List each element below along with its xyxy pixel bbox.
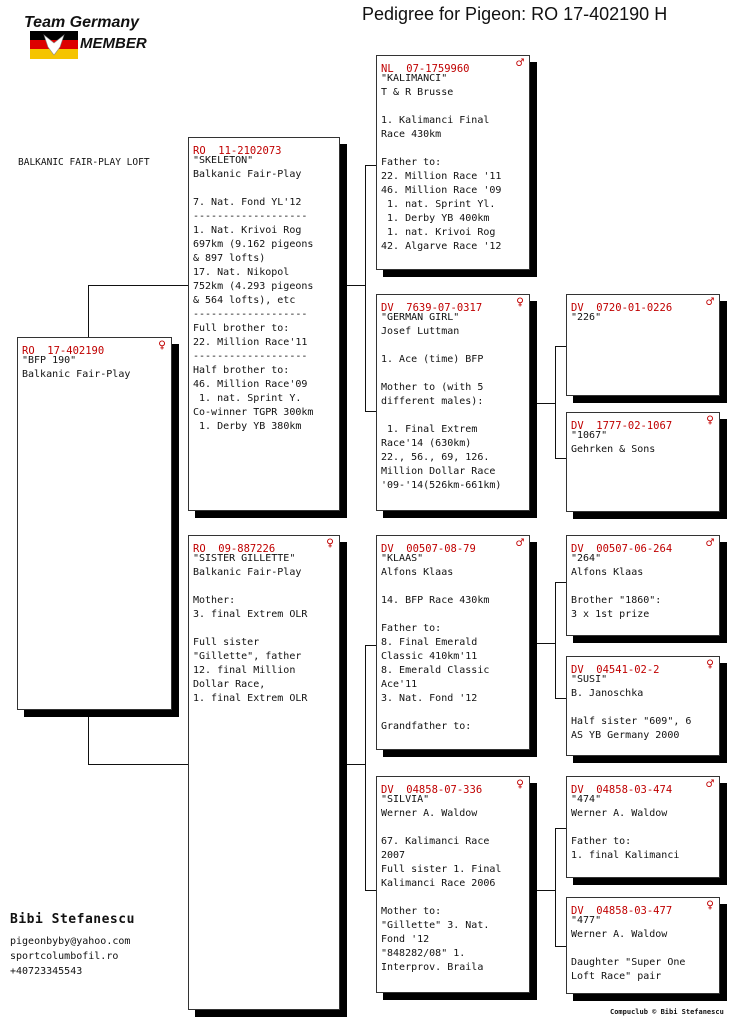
ring-number: RO 17-402190 — [22, 345, 105, 357]
connector-line — [88, 285, 189, 286]
female-icon: ♀ — [706, 898, 714, 913]
pigeon-card-dam-sire[interactable] — [376, 535, 530, 750]
ring-number: RO 11-2102073 — [193, 145, 282, 157]
ring-number: DV 7639-07-0317 — [381, 302, 483, 314]
connector-line — [88, 285, 89, 337]
team-germany-logo-text: Team Germany — [24, 14, 140, 31]
breeder-website[interactable]: sportcolumbofil.ro — [10, 951, 119, 962]
page-title: Pedigree for Pigeon: RO 17-402190 H — [362, 4, 668, 24]
pigeon-card-dam-sire-sire[interactable] — [566, 535, 720, 636]
male-icon: ♂ — [516, 56, 524, 71]
connector-line — [365, 165, 366, 411]
ring-number: DV 04858-03-474 — [571, 784, 673, 796]
female-icon: ♀ — [706, 413, 714, 428]
male-icon: ♂ — [706, 536, 714, 551]
breeder-email[interactable]: pigeonbyby@yahoo.com — [10, 936, 131, 947]
pigeon-details: "KLAAS" Alfons Klaas 14. BFP Race 430km Father to: 8. Final Emerald Classic 410km'11 8. Emerald Classic Ace'11 3. Nat. Fond '12 Grandfather to: — [381, 553, 490, 732]
connector-line — [365, 411, 376, 412]
connector-line — [555, 346, 566, 347]
connector-line — [530, 643, 555, 644]
pigeon-details: "SKELETON" Balkanic Fair-Play 7. Nat. Fond YL'12 ------------------- 1. Nat. Krivoi Rog 697km (9.162 pigeons & 897 lofts) 17. Nat. Nikopol 752km (4.293 pigeons & 564 lofts), etc ------------------- Full brother to: 22. Million Race'11 ------------------- Half brother to: 46. Million Race'09 1. nat. Sprint Y. Co-winner TGPR 300km 1. Derby YB 380km — [193, 155, 314, 432]
connector-line — [365, 165, 376, 166]
connector-line — [555, 946, 566, 947]
connector-line — [365, 890, 376, 891]
german-flag-eagle-icon — [30, 31, 78, 59]
ring-number: DV 0720-01-0226 — [571, 302, 673, 314]
pigeon-card-dam-dam[interactable] — [376, 776, 530, 993]
pigeon-details: "BFP 190" Balkanic Fair-Play — [22, 355, 131, 380]
ring-number: DV 00507-06-264 — [571, 543, 673, 555]
pigeon-details: "SILVIA" Werner A. Waldow 67. Kalimanci Race 2007 Full sister 1. Final Kalimanci Race 2006 Mother to: "Gillette" 3. Nat. Fond '12 "848282/08" 1. Interprov. Braila — [381, 794, 502, 973]
connector-line — [365, 645, 366, 890]
connector-line — [88, 764, 189, 765]
connector-line — [340, 764, 365, 765]
connector-line — [340, 285, 365, 286]
pigeon-card-dam-sire-dam[interactable] — [566, 656, 720, 756]
pigeon-card-sire-dam[interactable] — [376, 294, 530, 511]
male-icon: ♂ — [706, 295, 714, 310]
pigeon-card-main[interactable] — [17, 337, 172, 710]
male-icon: ♂ — [516, 536, 524, 551]
connector-line — [530, 403, 555, 404]
pigeon-details: "KALIMANCI" T & R Brusse 1. Kalimanci Final Race 430km Father to: 22. Million Race '11 46. Million Race '09 1. nat. Sprint Yl. 1. Derby YB 400km 1. nat. Krivoi Rog 42. Algarve Race '12 — [381, 73, 502, 252]
pigeon-details: "GERMAN GIRL" Josef Luttman 1. Ace (time) BFP Mother to (with 5 different males): 1. Final Extrem Race'14 (630km) 22., 56., 69, 126. Million Dollar Race '09-'14(526km-661km) — [381, 312, 502, 491]
connector-line — [365, 645, 376, 646]
female-icon: ♀ — [326, 536, 334, 551]
pigeon-card-sire-dam-sire[interactable] — [566, 294, 720, 396]
pigeon-details: "474" Werner A. Waldow Father to: 1. final Kalimanci — [571, 794, 680, 861]
connector-line — [555, 582, 566, 583]
pigeon-card-dam-dam-sire[interactable] — [566, 776, 720, 878]
pigeon-details: "1067" Gehrken & Sons — [571, 430, 656, 455]
pigeon-details: "226" — [571, 312, 602, 323]
ring-number: DV 00507-08-79 — [381, 543, 476, 555]
ring-number: DV 04858-03-477 — [571, 905, 673, 917]
male-icon: ♂ — [706, 777, 714, 792]
female-icon: ♀ — [158, 338, 166, 353]
breeder-name: Bibi Stefanescu — [10, 912, 135, 927]
loft-name: BALKANIC FAIR-PLAY LOFT — [18, 157, 150, 168]
member-logo-text: MEMBER — [80, 35, 147, 52]
connector-line — [88, 710, 89, 764]
pigeon-card-sire[interactable] — [188, 137, 340, 511]
pigeon-details: "477" Werner A. Waldow Daughter "Super One Loft Race" pair — [571, 915, 686, 982]
pigeon-card-dam-dam-dam[interactable] — [566, 897, 720, 994]
pigeon-details: "264" Alfons Klaas Brother "1860": 3 x 1st prize — [571, 553, 662, 620]
female-icon: ♀ — [516, 295, 524, 310]
female-icon: ♀ — [516, 777, 524, 792]
pigeon-card-dam[interactable] — [188, 535, 340, 1010]
connector-line — [530, 890, 555, 891]
ring-number: RO 09-887226 — [193, 543, 276, 555]
female-icon: ♀ — [706, 657, 714, 672]
connector-line — [555, 346, 556, 458]
pigeon-card-sire-sire[interactable] — [376, 55, 530, 270]
connector-line — [555, 698, 566, 699]
connector-line — [555, 828, 566, 829]
connector-line — [555, 458, 566, 459]
breeder-phone: +40723345543 — [10, 966, 83, 977]
pigeon-details: "SISTER GILLETTE" Balkanic Fair-Play Mother: 3. final Extrem OLR Full sister "Gillette", father 12. final Million Dollar Race, 1. final Extrem OLR — [193, 553, 308, 704]
pigeon-card-sire-dam-dam[interactable] — [566, 412, 720, 512]
connector-line — [555, 582, 556, 698]
ring-number: DV 04541-02-2 — [571, 664, 660, 676]
ring-number: NL 07-1759960 — [381, 63, 470, 75]
pigeon-details: "SUSI" B. Janoschka Half sister "609", 6 AS YB Germany 2000 — [571, 674, 692, 741]
ring-number: DV 1777-02-1067 — [571, 420, 673, 432]
footer-copyright: Compuclub © Bibi Stefanescu — [610, 1008, 724, 1016]
ring-number: DV 04858-07-336 — [381, 784, 483, 796]
connector-line — [555, 828, 556, 946]
